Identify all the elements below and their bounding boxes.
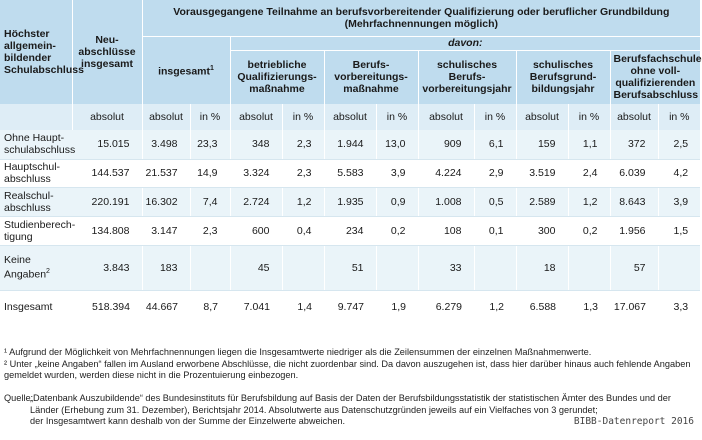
table-cell [282, 245, 324, 290]
table-cell: 372 [610, 130, 658, 159]
header-bvj: schulisches Berufs-vorbereitungsjahr [418, 50, 516, 104]
table-cell: 1.008 [418, 187, 474, 216]
table-cell: 5.583 [324, 159, 376, 187]
header-berufsfachschule: Berufsfachschule ohne voll-qualifizierenden Berufsabschluss [610, 50, 700, 104]
table-cell [568, 245, 610, 290]
source-line-1: „Datenbank Auszubildende“ des Bundesinstituts für Berufsbildung auf Basis der Daten der Berufsbildungsstatistik der statistischen Ämter des Bundes und der Länder (Erhebung zum 31. Dezember), Berichtsjahr 2014. Absolutwerte aus Datenschutzgründen jeweils auf ein Vielfaches von 3 gerundet; [30, 393, 671, 415]
unit-absolut: absolut [418, 104, 474, 130]
table-cell: 0,9 [376, 187, 418, 216]
table-cell: 2,5 [658, 130, 700, 159]
table-cell: 3,9 [376, 159, 418, 187]
header-betriebliche: betriebliche Qualifizierungs-maßnahme [230, 50, 324, 104]
table-cell: 0,2 [568, 216, 610, 245]
total-cell: 6.279 [418, 290, 474, 323]
unit-percent: in % [658, 104, 700, 130]
table-cell [190, 245, 230, 290]
total-row [0, 290, 700, 323]
table-cell: 3.498 [142, 130, 190, 159]
table-cell: 2,3 [282, 159, 324, 187]
table-cell: 4,2 [658, 159, 700, 187]
total-cell: 6.588 [516, 290, 568, 323]
table-cell: 1,2 [568, 187, 610, 216]
table-row [0, 245, 700, 290]
row-label: Insgesamt [0, 290, 72, 323]
table-cell: 3.519 [516, 159, 568, 187]
row-label: Keine Angaben$^2$ [0, 245, 72, 290]
table-cell [658, 245, 700, 290]
table-row [0, 187, 700, 216]
unit-absolut: absolut [72, 104, 142, 130]
header-berufsvorbereitung: Berufs-vorbereitungs-maßnahme [324, 50, 418, 104]
row-label: Realschul-abschluss [0, 187, 72, 216]
unit-absolut: absolut [516, 104, 568, 130]
source-label: Quelle: [4, 393, 34, 403]
header-insgesamt: insgesamt$^1$ [142, 36, 230, 104]
unit-absolut: absolut [324, 104, 376, 130]
total-cell: 9.747 [324, 290, 376, 323]
table-cell: 21.537 [142, 159, 190, 187]
table-cell: 57 [610, 245, 658, 290]
total-cell: 1,2 [474, 290, 516, 323]
table-cell: 0,1 [474, 216, 516, 245]
row-label: Ohne Haupt-schulabschluss [0, 130, 72, 159]
units-row [0, 104, 700, 130]
table-cell: 16.302 [142, 187, 190, 216]
table-cell: 4.224 [418, 159, 474, 187]
table-cell: 3.843 [72, 245, 142, 290]
table-cell: 1.944 [324, 130, 376, 159]
table-cell: 134.808 [72, 216, 142, 245]
table-row [0, 159, 700, 187]
table-cell [474, 245, 516, 290]
table-cell: 6.039 [610, 159, 658, 187]
table-cell: 1,1 [568, 130, 610, 159]
footnotes [4, 347, 696, 382]
unit-percent: in % [190, 104, 230, 130]
header-group-title: Vorausgegangene Teilnahme an berufsvorbereitender Qualifizierung oder beruflicher Grundbildung (Mehrfachnennungen möglich) [142, 0, 700, 36]
table-cell: 2,4 [568, 159, 610, 187]
row-label: Studienberech-tigung [0, 216, 72, 245]
header-school-degree: Höchster allgemein-bildender Schulabschluss [0, 0, 72, 104]
total-cell: 1,9 [376, 290, 418, 323]
unit-percent: in % [376, 104, 418, 130]
table-cell: 6,1 [474, 130, 516, 159]
table-cell: 7,4 [190, 187, 230, 216]
unit-percent: in % [474, 104, 516, 130]
table-cell: 108 [418, 216, 474, 245]
table-cell: 33 [418, 245, 474, 290]
table-cell: 183 [142, 245, 190, 290]
table-cell: 0,4 [282, 216, 324, 245]
table-row [0, 130, 700, 159]
table-cell: 0,5 [474, 187, 516, 216]
source-line-2: der Insgesamtwert kann deshalb von der Summe der Einzelwerte abweichen. [30, 416, 346, 426]
unit-absolut: absolut [142, 104, 190, 130]
table-cell: 3.147 [142, 216, 190, 245]
table-row [0, 216, 700, 245]
total-cell: 1,3 [568, 290, 610, 323]
table-cell: 2,9 [474, 159, 516, 187]
credit-label: BIBB-Datenreport 2016 [573, 416, 694, 427]
table-cell [376, 245, 418, 290]
table-cell: 2,3 [190, 216, 230, 245]
table-cell: 909 [418, 130, 474, 159]
total-cell: 8,7 [190, 290, 230, 323]
table-cell: 23,3 [190, 130, 230, 159]
table-cell: 2,3 [282, 130, 324, 159]
total-cell: 44.667 [142, 290, 190, 323]
table-cell: 144.537 [72, 159, 142, 187]
total-cell: 1,4 [282, 290, 324, 323]
table-cell: 600 [230, 216, 282, 245]
table-cell: 8.643 [610, 187, 658, 216]
table-cell: 1,2 [282, 187, 324, 216]
table-cell: 0,2 [376, 216, 418, 245]
table-cell: 300 [516, 216, 568, 245]
total-cell: 3,3 [658, 290, 700, 323]
table-cell: 3.324 [230, 159, 282, 187]
total-cell: 17.067 [610, 290, 658, 323]
footnote-1: ¹ Aufgrund der Möglichkeit von Mehrfachnennungen liegen die Insgesamtwerte niedriger als die Zeilensummen der einzelnen Maßnahmenwerte. [4, 347, 592, 357]
table-cell: 1.935 [324, 187, 376, 216]
table-cell: 14,9 [190, 159, 230, 187]
total-cell: 7.041 [230, 290, 282, 323]
table-cell: 1,5 [658, 216, 700, 245]
header-new-contracts: Neu-abschlüsse insgesamt [72, 0, 142, 104]
table-cell: 13,0 [376, 130, 418, 159]
total-cell: 518.394 [72, 290, 142, 323]
table-cell: 3,9 [658, 187, 700, 216]
header-davon: davon: [230, 36, 700, 50]
unit-percent: in % [568, 104, 610, 130]
table-cell: 45 [230, 245, 282, 290]
table-cell: 348 [230, 130, 282, 159]
table-cell: 18 [516, 245, 568, 290]
table-cell: 159 [516, 130, 568, 159]
row-label: Hauptschul-abschluss [0, 159, 72, 187]
footnote-2: ² Unter „keine Angaben“ fallen im Ausland erworbene Abschlüsse, die nicht zuordenbar sind. Da davon auszugehen ist, dass hier darüber hinaus auch fehlende Angaben gemeldet wurden, werden diese nicht in die Prozentuierung einbezogen. [4, 358, 691, 380]
table-cell: 2.724 [230, 187, 282, 216]
table-cell: 234 [324, 216, 376, 245]
header-bgj: schulisches Berufsgrund-bildungsjahr [516, 50, 610, 104]
unit-absolut: absolut [610, 104, 658, 130]
unit-absolut: absolut [230, 104, 282, 130]
unit-percent: in % [282, 104, 324, 130]
table-cell: 15.015 [72, 130, 142, 159]
table-cell: 1.956 [610, 216, 658, 245]
table-cell: 220.191 [72, 187, 142, 216]
table-cell: 2.589 [516, 187, 568, 216]
table-cell: 51 [324, 245, 376, 290]
